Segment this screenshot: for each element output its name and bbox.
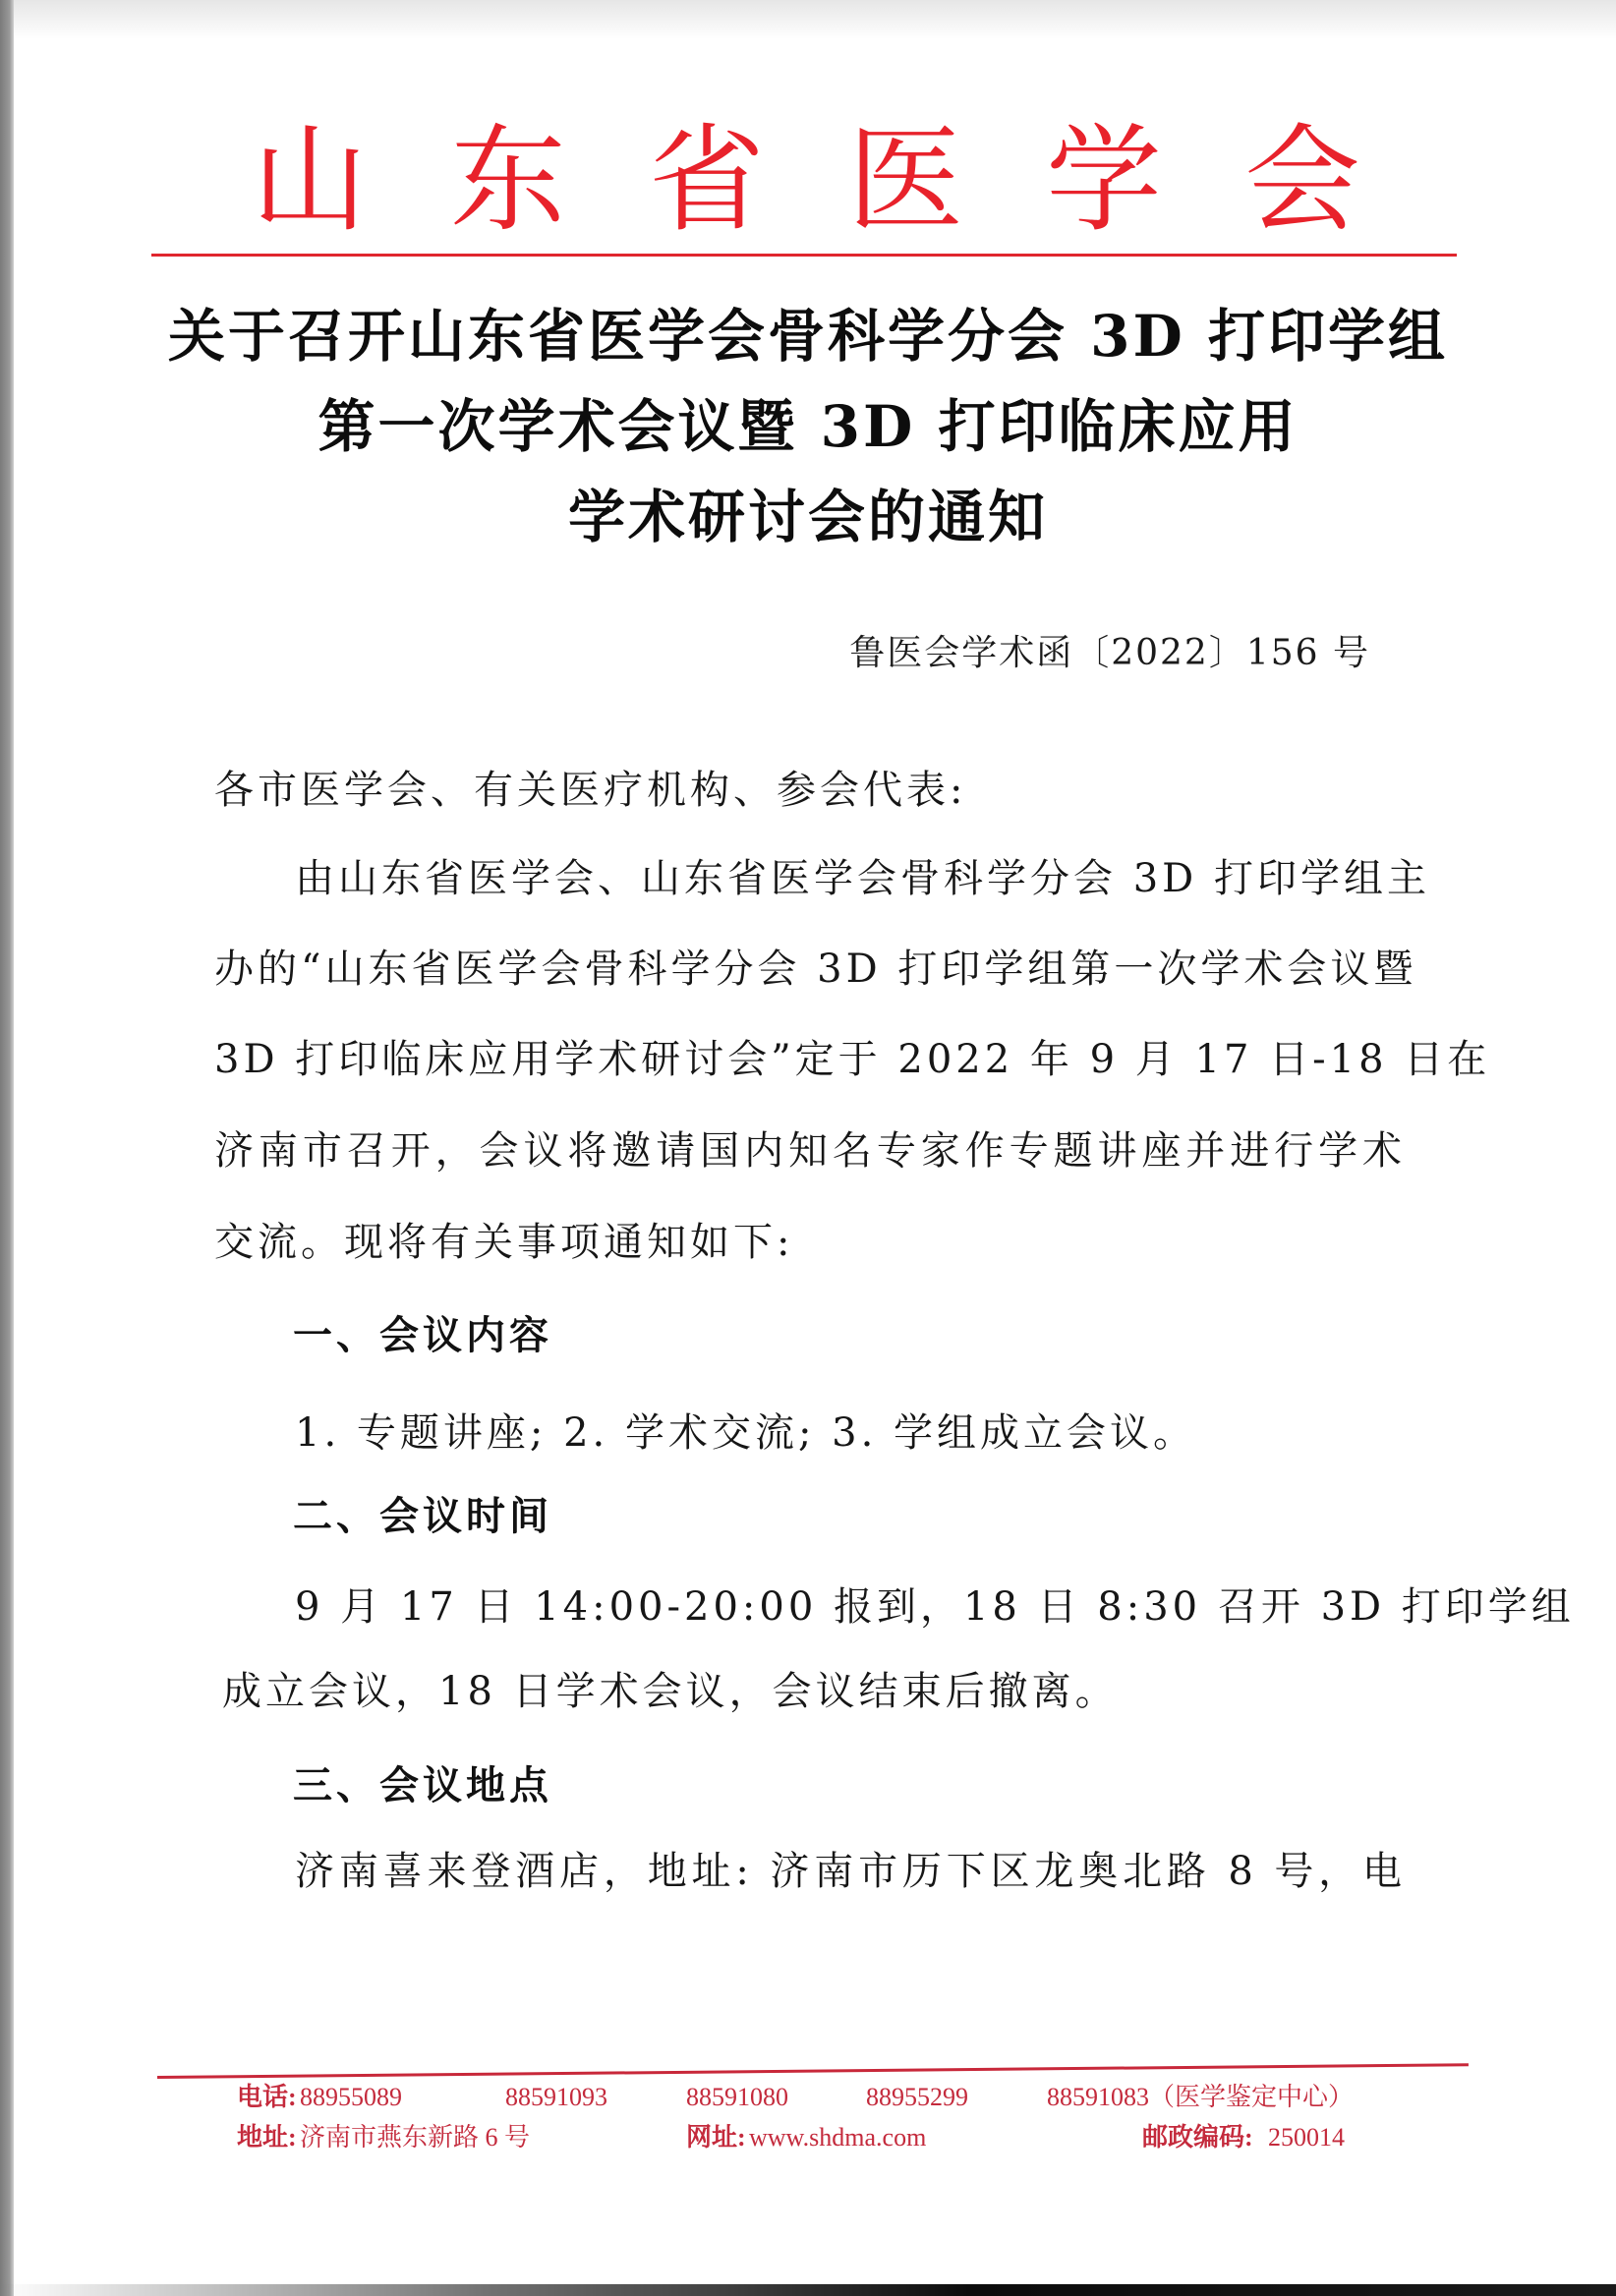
- document-title-line: 关于召开山东省医学会骨科学分会 3D 打印学组: [167, 303, 1449, 370]
- section-content-line: 1. 专题讲座; 2. 学术交流; 3. 学组成立会议。: [295, 1410, 1197, 1456]
- letterhead-char: 会: [1243, 112, 1360, 248]
- document-title-line: 第一次学术会议暨 3D 打印临床应用: [317, 393, 1299, 460]
- phone-number: 88591093: [505, 2083, 607, 2111]
- footer-address-row: [0, 2121, 1616, 2154]
- salutation: 各市医学会、有关医疗机构、参会代表:: [214, 768, 967, 813]
- paragraph-line: 交流。现将有关事项通知如下:: [214, 1220, 794, 1265]
- letterhead-org-name: [246, 112, 1366, 248]
- paragraph-line: 由山东省医学会、山东省医学会骨科学分会 3D 打印学组主: [295, 856, 1430, 901]
- letterhead-char: 医: [846, 112, 963, 248]
- section-time-line: 9 月 17 日 14:00-20:00 报到，18 日 8:30 召开 3D 打印学组: [295, 1584, 1575, 1630]
- website-link[interactable]: www.shdma.com: [749, 2123, 927, 2152]
- website-label: 网址:: [686, 2123, 746, 2152]
- phone-number: 88955299: [866, 2083, 968, 2111]
- document-title-line: 学术研讨会的通知: [567, 484, 1048, 550]
- section-heading-content: 一、会议内容: [293, 1313, 552, 1358]
- postcode-label: 邮政编码:: [1142, 2123, 1253, 2152]
- section-heading-venue: 三、会议地点: [293, 1763, 552, 1808]
- section-time-line: 成立会议，18 日学术会议，会议结束后撤离。: [222, 1669, 1119, 1714]
- scan-shading: [0, 0, 1616, 39]
- reference-number: 鲁医会学术函〔2022〕156 号: [849, 633, 1370, 673]
- address-label: 地址:: [237, 2123, 297, 2152]
- paragraph-line: 3D 打印临床应用学术研讨会”定于 2022 年 9 月 17 日-18 日在: [214, 1037, 1491, 1082]
- footer-phone-row: [0, 2081, 1616, 2114]
- letterhead-char: 省: [648, 112, 765, 248]
- phone-number: 88591083（医学鉴定中心）: [1047, 2083, 1355, 2111]
- letterhead-char: 学: [1045, 112, 1162, 248]
- section-venue-line: 济南喜来登酒店，地址: 济南市历下区龙奥北路 8 号，电: [295, 1849, 1406, 1894]
- footer-divider: [157, 2063, 1469, 2079]
- paragraph-line: 办的“山东省医学会骨科学分会 3D 打印学组第一次学术会议暨: [214, 947, 1417, 992]
- scan-bottom-edge: [0, 2284, 1616, 2296]
- letterhead-char: 东: [449, 112, 566, 248]
- section-heading-time: 二、会议时间: [293, 1494, 552, 1539]
- paragraph-line: 济南市召开，会议将邀请国内知名专家作专题讲座并进行学术: [214, 1128, 1406, 1174]
- phone-number: 88955089: [300, 2083, 402, 2111]
- phone-label: 电话:: [237, 2083, 297, 2111]
- letterhead-divider: [151, 254, 1457, 257]
- postcode-value: 250014: [1268, 2123, 1345, 2152]
- phone-number: 88591080: [686, 2083, 788, 2111]
- address-value: 济南市燕东新路 6 号: [300, 2123, 531, 2152]
- letterhead-char: 山: [251, 112, 368, 248]
